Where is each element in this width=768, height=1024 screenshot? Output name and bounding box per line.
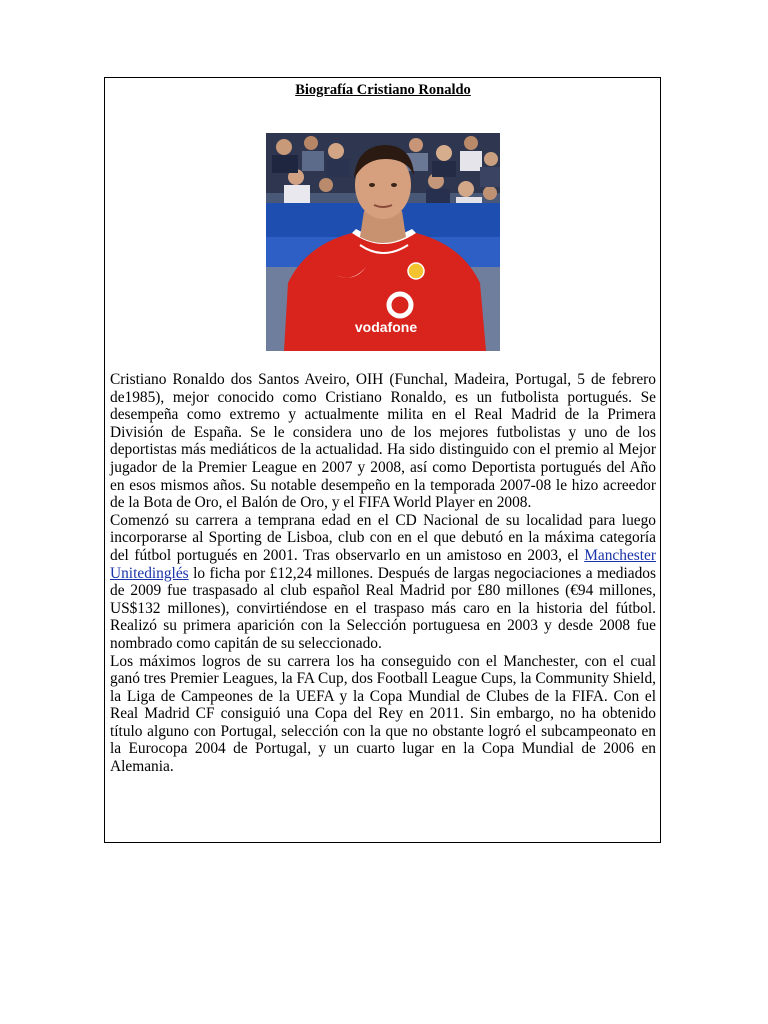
document-frame bbox=[104, 77, 661, 843]
club-crest-icon bbox=[408, 263, 424, 279]
player-photo bbox=[266, 133, 500, 351]
player-photo-illustration bbox=[266, 133, 500, 351]
paragraph-2-text-before-link: Comenzó su carrera a temprana edad en el CD Nacional de su localidad para luego incorporarse al Sporting de Lisboa, club con en el que debutó en la máxima categoría del fútbol portugués en 2001. Tras observarlo en un amistoso en 2003, el bbox=[110, 511, 656, 564]
paragraph-2 bbox=[110, 512, 656, 653]
biography-text bbox=[110, 371, 656, 776]
manchester-united-link[interactable]: Manchester Unitedinglés bbox=[110, 546, 656, 582]
paragraph-1: Cristiano Ronaldo dos Santos Aveiro, OIH (Funchal, Madeira, Portugal, 5 de febrero de1985), mejor conocido como Cristiano Ronaldo, es un futbolista portugués. Se desempeña como extremo y actualmente milita en el Real Madrid de la Primera División de España. Se le considera uno de los mejores futbolistas y uno de los deportistas más mediáticos de la actualidad. Ha sido distinguido con el premio al Mejor jugador de la Premier League en 2007 y 2008, así como Deportista portugués del Año en esos mismos años. Su notable desempeño en la temporada 2007-08 le hizo acreedor de la Bota de Oro, el Balón de Oro, y el FIFA World Player en 2008. bbox=[110, 371, 656, 512]
jersey-sponsor: vodafone bbox=[354, 319, 418, 335]
paragraph-2-text-after-link: lo ficha por £12,24 millones. Después de largas negociaciones a mediados de 2009 fue traspasado al club español Real Madrid por £80 millones (€94 millones, US$132 millones), convirtiéndose en el traspaso más caro en la historia del fútbol. Realizó su primera aparición con la Selección portuguesa en 2003 y desde 2008 fue nombrado como capitán de su seleccionado. bbox=[110, 564, 656, 652]
document-title: Biografía Cristiano Ronaldo bbox=[295, 82, 471, 98]
paragraph-3: Los máximos logros de su carrera los ha conseguido con el Manchester, con el cual ganó tres Premier Leagues, la FA Cup, dos Football League Cups, la Community Shield, la Liga de Campeones de la UEFA y la Copa Mundial de Clubes de la FIFA. Con el Real Madrid CF consiguió una Copa del Rey en 2011. Sin embargo, no ha obtenido título alguno con Portugal, selección con la que no obstante logró el subcampeonato en la Eurocopa 2004 de Portugal, y un cuarto lugar en la Copa Mundial de 2006 en Alemania. bbox=[110, 652, 656, 776]
